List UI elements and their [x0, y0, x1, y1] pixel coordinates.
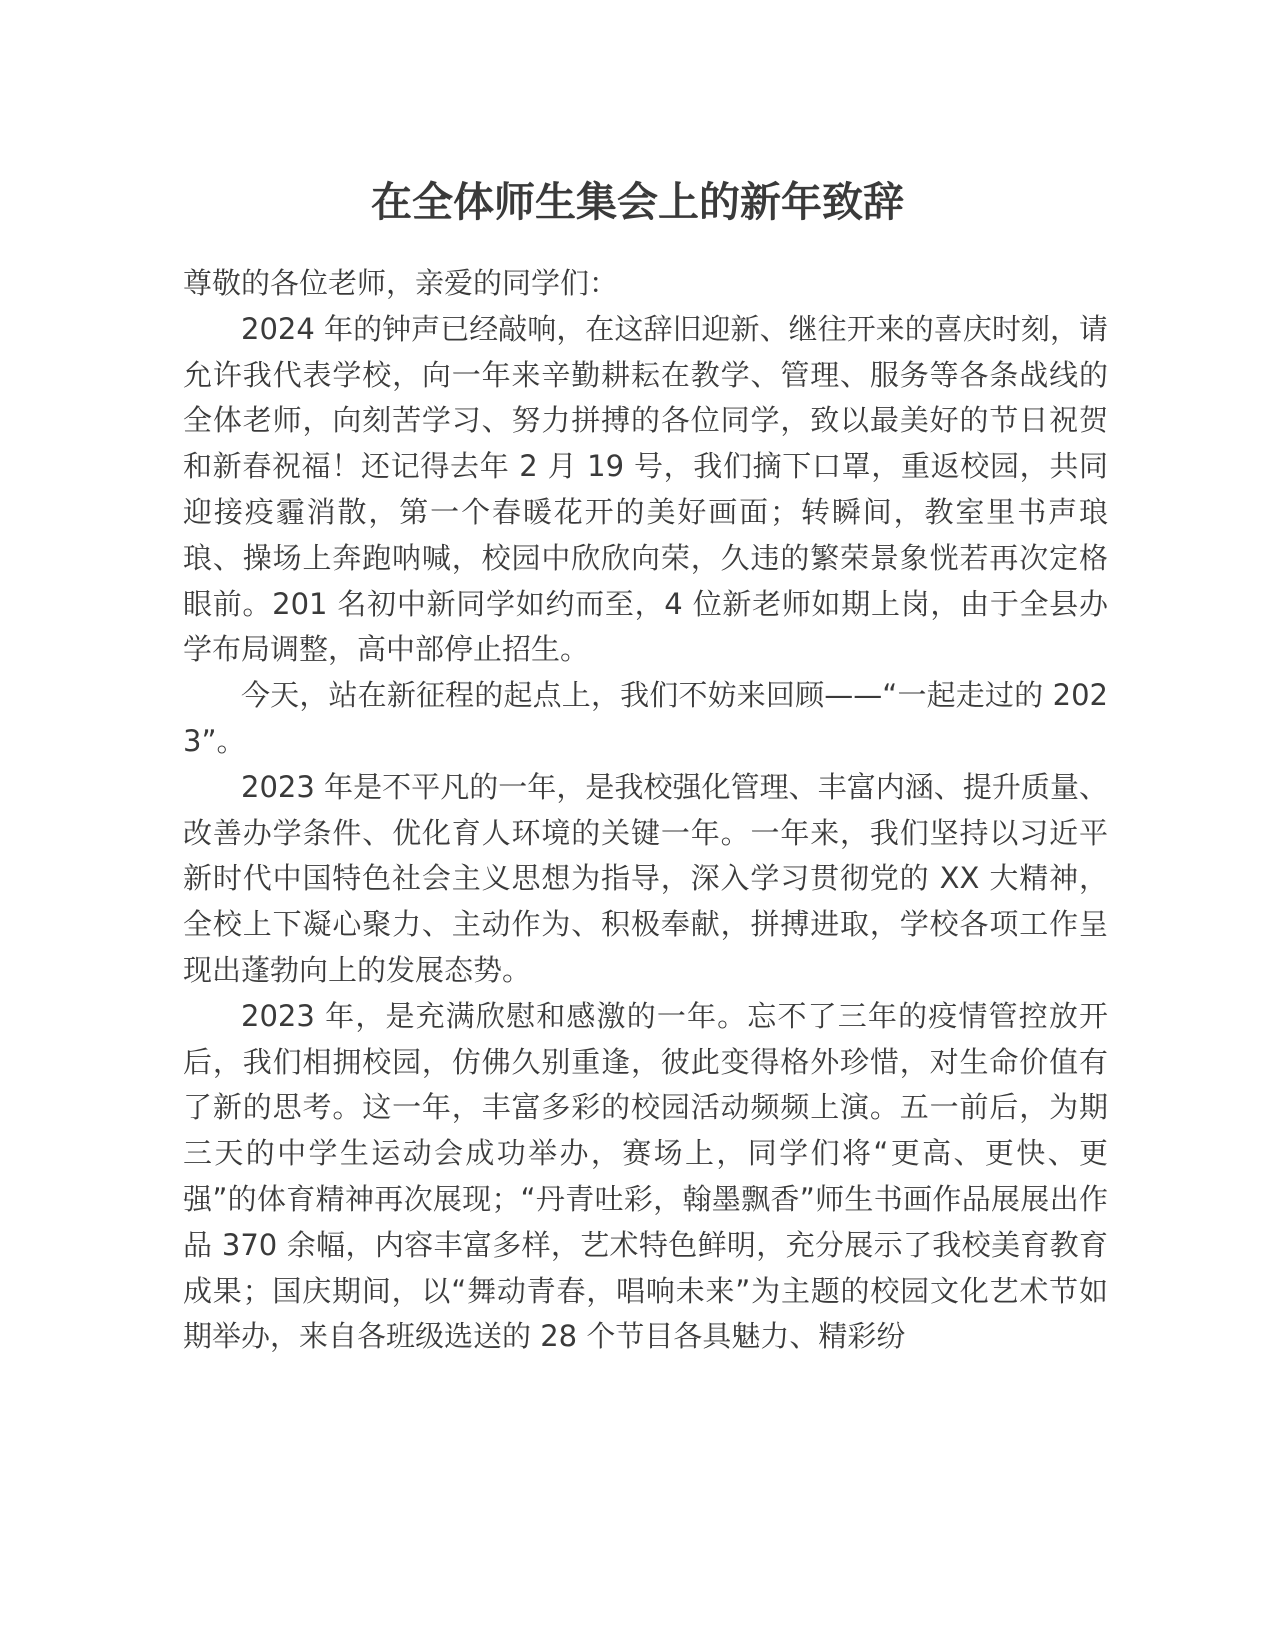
paragraph-key-year: 2023 年是不平凡的一年，是我校强化管理、丰富内涵、提升质量、改善办学条件、优化育人环境的关键一年。一年来，我们坚持以习近平新时代中国特色社会主义思想为指导，深入学习贯彻党的 XX 大精神，全校上下凝心聚力、主动作为、积极奉献，拼搏进取，学校各项工作呈现出蓬勃向上的发展态势。 — [183, 769, 1108, 987]
document-title: 在全体师生集会上的新年致辞 — [371, 178, 904, 226]
document-body — [183, 261, 1108, 1360]
paragraph-review: 今天，站在新征程的起点上，我们不妨来回顾——“一起走过的 2023”。 — [183, 678, 1108, 758]
paragraph-opening: 2024 年的钟声已经敲响，在这辞旧迎新、继往开来的喜庆时刻，请允许我代表学校，向一年来辛勤耕耘在教学、管理、服务等各条战线的全体老师，向刻苦学习、努力拼搏的各位同学，致以最美好的节日祝贺和新春祝福！还记得去年 2 月 19 号，我们摘下口罩，重返校园，共同迎接疫霾消散，第一个春暖花开的美好画面；转瞬间，教室里书声琅琅、操场上奔跑呐喊，校园中欣欣向荣，久违的繁荣景象恍若再次定格眼前。201 名初中新同学如约而至，4 位新老师如期上岗，由于全县办学布局调整，高中部停止招生。 — [183, 311, 1108, 667]
paragraph-activities: 2023 年，是充满欣慰和感激的一年。忘不了三年的疫情管控放开后，我们相拥校园，仿佛久别重逢，彼此变得格外珍惜，对生命价值有了新的思考。这一年，丰富多彩的校园活动频频上演。五一前后，为期三天的中学生运动会成功举办，赛场上，同学们将“更高、更快、更强”的体育精神再次展现；“丹青吐彩，翰墨飘香”师生书画作品展展出作品 370 余幅，内容丰富多样，艺术特色鲜明，充分展示了我校美育教育成果；国庆期间，以“舞动青春，唱响未来”为主题的校园文化艺术节如期举办，来自各班级选送的 28 个节目各具魅力、精彩纷 — [183, 998, 1108, 1354]
salutation: 尊敬的各位老师，亲爱的同学们： — [183, 266, 619, 300]
